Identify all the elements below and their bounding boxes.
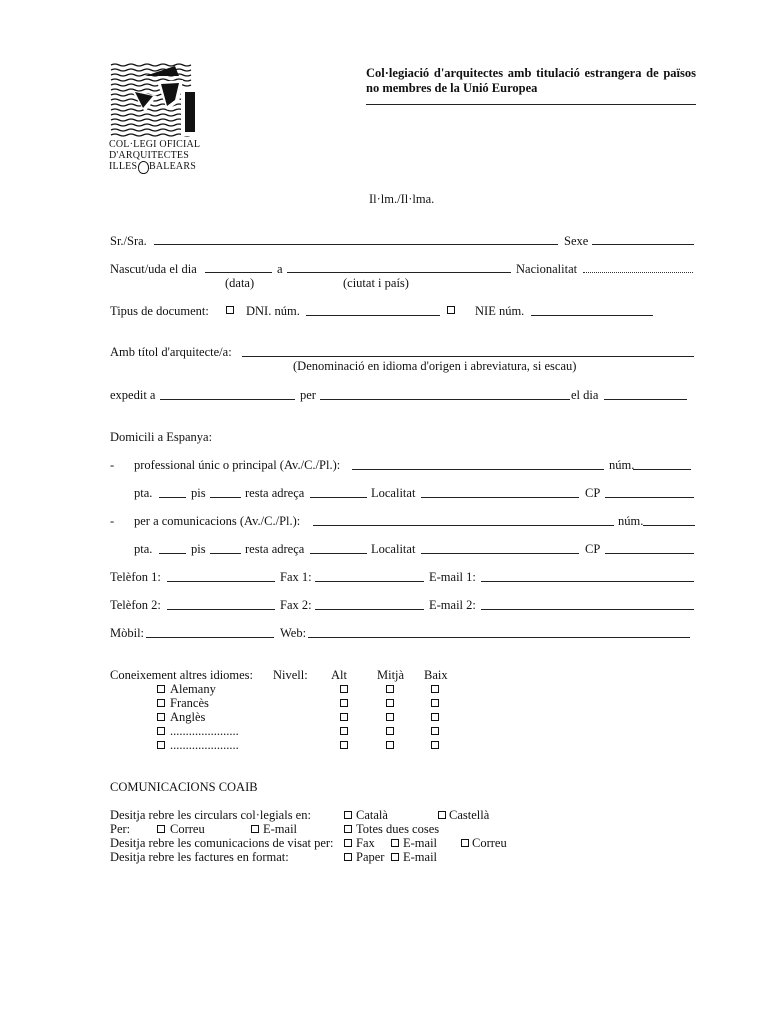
circulars-catala-label: Català xyxy=(356,808,388,822)
lang-frances-mitja[interactable] xyxy=(386,699,394,707)
lang-other1-checkbox[interactable] xyxy=(157,727,165,735)
comms-address-field[interactable] xyxy=(313,525,614,526)
sex-label: Sexe xyxy=(564,234,589,248)
name-field[interactable] xyxy=(154,244,558,245)
birth-place-field[interactable] xyxy=(287,272,511,273)
comms-num-field[interactable] xyxy=(643,525,695,526)
visat-label: Desitja rebre les comunicacions de visat per: xyxy=(110,836,334,850)
lang-angles-checkbox[interactable] xyxy=(157,713,165,721)
logo-line-2: D'ARQUITECTES xyxy=(109,150,189,161)
per-correu-label: Correu xyxy=(170,822,205,836)
lang-alemany-checkbox[interactable] xyxy=(157,685,165,693)
name-label: Sr./Sra. xyxy=(110,234,147,248)
factures-email-label: E-mail xyxy=(403,850,438,864)
professional-address-label: professional únic o principal (Av./C./Pl.): xyxy=(134,458,341,472)
nationality-field[interactable] xyxy=(583,272,693,273)
lang-alemany-baix[interactable] xyxy=(431,685,439,693)
visat-correu-checkbox[interactable] xyxy=(461,839,469,847)
per-label: Per: xyxy=(110,822,131,836)
factures-paper-checkbox[interactable] xyxy=(344,853,352,861)
cp-label-2: CP xyxy=(585,542,601,556)
cp-field[interactable] xyxy=(605,497,694,498)
title-underline xyxy=(366,104,696,105)
resta-field-2[interactable] xyxy=(310,553,367,554)
professional-num-label: núm. xyxy=(609,458,635,472)
issued-date-field[interactable] xyxy=(604,399,687,400)
bullet-dash: - xyxy=(110,458,115,472)
dni-label: DNI. núm. xyxy=(246,304,300,318)
lang-other2-checkbox[interactable] xyxy=(157,741,165,749)
professional-address-field[interactable] xyxy=(352,469,604,470)
salutation: Il·lm./Il·lma. xyxy=(369,192,435,206)
birth-label: Nascut/uda el dia xyxy=(110,262,197,276)
factures-email-checkbox[interactable] xyxy=(391,853,399,861)
document-title: Col·legiació d'arquitectes amb titulació estrangera de països no membres de la Unió Europea xyxy=(366,66,696,95)
coaib-logo-icon xyxy=(109,62,199,138)
nie-label: NIE núm. xyxy=(475,304,525,318)
lang-angles-mitja[interactable] xyxy=(386,713,394,721)
professional-num-field[interactable] xyxy=(633,469,691,470)
fax1-label: Fax 1: xyxy=(280,570,312,584)
email1-field[interactable] xyxy=(481,581,694,582)
pta-field[interactable] xyxy=(159,497,186,498)
localitat-label: Localitat xyxy=(371,486,416,500)
fax2-label: Fax 2: xyxy=(280,598,312,612)
pis-field[interactable] xyxy=(210,497,241,498)
resta-label: resta adreça xyxy=(245,486,305,500)
pis-label: pis xyxy=(191,486,206,500)
birth-place-a-label: a xyxy=(277,262,283,276)
circulars-catala-checkbox[interactable] xyxy=(344,811,352,819)
nationality-label: Nacionalitat xyxy=(516,262,578,276)
email1-label: E-mail 1: xyxy=(429,570,476,584)
mobile-field[interactable] xyxy=(146,637,274,638)
logo-line-3a: ILLES xyxy=(109,161,138,172)
nie-field[interactable] xyxy=(531,315,653,316)
phone1-field[interactable] xyxy=(167,581,275,582)
lang-alemany-label: Alemany xyxy=(170,682,216,696)
dni-checkbox[interactable] xyxy=(226,306,234,314)
city-hint: (ciutat i país) xyxy=(343,276,409,290)
email2-label: E-mail 2: xyxy=(429,598,476,612)
lang-alemany-alt[interactable] xyxy=(340,685,348,693)
per-totes-checkbox[interactable] xyxy=(344,825,352,833)
localitat-label-2: Localitat xyxy=(371,542,416,556)
bullet-dash-2: - xyxy=(110,514,115,528)
email2-field[interactable] xyxy=(481,609,694,610)
comms-address-label: per a comunicacions (Av./C./Pl.): xyxy=(134,514,301,528)
resta-field[interactable] xyxy=(310,497,367,498)
pta-label: pta. xyxy=(134,486,153,500)
degree-label: Amb títol d'arquitecte/a: xyxy=(110,345,232,359)
sex-field[interactable] xyxy=(592,244,694,245)
logo-line-1: COL·LEGI OFICIAL xyxy=(109,139,201,150)
visat-email-checkbox[interactable] xyxy=(391,839,399,847)
level-baix: Baix xyxy=(424,668,448,682)
lang-other2-mitja[interactable] xyxy=(386,741,394,749)
languages-label: Coneixement altres idiomes: xyxy=(110,668,254,682)
visat-correu-label: Correu xyxy=(472,836,507,850)
lang-other1-baix[interactable] xyxy=(431,727,439,735)
pta-field-2[interactable] xyxy=(159,553,186,554)
seal-icon xyxy=(138,161,149,174)
lang-angles-alt[interactable] xyxy=(340,713,348,721)
circulars-label: Desitja rebre les circulars col·legials en: xyxy=(110,808,311,822)
lang-other1-alt[interactable] xyxy=(340,727,348,735)
lang-other2-alt[interactable] xyxy=(340,741,348,749)
pis-field-2[interactable] xyxy=(210,553,241,554)
phone1-label: Telèfon 1: xyxy=(110,570,161,584)
web-label: Web: xyxy=(280,626,307,640)
circulars-castella-checkbox[interactable] xyxy=(438,811,446,819)
cp-label: CP xyxy=(585,486,601,500)
lang-frances-checkbox[interactable] xyxy=(157,699,165,707)
address-heading: Domicili a Espanya: xyxy=(110,430,213,444)
issued-by-field[interactable] xyxy=(320,399,570,400)
level-mitja: Mitjà xyxy=(377,668,405,682)
birth-date-field[interactable] xyxy=(205,272,272,273)
dni-field[interactable] xyxy=(306,315,440,316)
level-alt: Alt xyxy=(331,668,347,682)
pis-label-2: pis xyxy=(191,542,206,556)
doc-type-label: Tipus de document: xyxy=(110,304,209,318)
nie-checkbox[interactable] xyxy=(447,306,455,314)
localitat-field[interactable] xyxy=(421,497,579,498)
factures-label: Desitja rebre les factures en format: xyxy=(110,850,289,864)
cp-field-2[interactable] xyxy=(605,553,694,554)
lang-angles-label: Anglès xyxy=(170,710,206,724)
lang-angles-baix[interactable] xyxy=(431,713,439,721)
logo-line-3b: BALEARS xyxy=(149,161,196,172)
lang-other2-baix[interactable] xyxy=(431,741,439,749)
fax1-field[interactable] xyxy=(315,581,424,582)
lang-other1-field[interactable]: ...................... xyxy=(170,724,239,738)
logo xyxy=(109,62,201,172)
per-email-label: E-mail xyxy=(263,822,298,836)
resta-label-2: resta adreça xyxy=(245,542,305,556)
issued-place-field[interactable] xyxy=(160,399,295,400)
pta-label-2: pta. xyxy=(134,542,153,556)
localitat-field-2[interactable] xyxy=(421,553,579,554)
lang-frances-label: Francès xyxy=(170,696,209,710)
date-hint: (data) xyxy=(225,276,255,290)
per-email-checkbox[interactable] xyxy=(251,825,259,833)
issued-date-label: el dia xyxy=(571,388,599,402)
degree-field[interactable] xyxy=(242,356,694,357)
degree-hint: (Denominació en idioma d'origen i abreviatura, si escau) xyxy=(293,359,577,373)
lang-other2-field[interactable]: ...................... xyxy=(170,738,239,752)
lang-frances-alt[interactable] xyxy=(340,699,348,707)
web-field[interactable] xyxy=(308,637,690,638)
lang-alemany-mitja[interactable] xyxy=(386,685,394,693)
circulars-castella-label: Castellà xyxy=(449,808,490,822)
visat-fax-checkbox[interactable] xyxy=(344,839,352,847)
comms-heading: COMUNICACIONS COAIB xyxy=(110,780,258,794)
comms-num-label: núm. xyxy=(618,514,644,528)
per-correu-checkbox[interactable] xyxy=(157,825,165,833)
issued-by-label: per xyxy=(300,388,316,402)
visat-fax-label: Fax xyxy=(356,836,375,850)
level-label: Nivell: xyxy=(273,668,308,682)
per-totes-label: Totes dues coses xyxy=(356,822,440,836)
visat-email-label: E-mail xyxy=(403,836,438,850)
factures-paper-label: Paper xyxy=(356,850,385,864)
lang-other1-mitja[interactable] xyxy=(386,727,394,735)
issued-label: expedit a xyxy=(110,388,156,402)
lang-frances-baix[interactable] xyxy=(431,699,439,707)
mobile-label: Mòbil: xyxy=(110,626,145,640)
phone2-label: Telèfon 2: xyxy=(110,598,161,612)
fax2-field[interactable] xyxy=(315,609,424,610)
phone2-field[interactable] xyxy=(167,609,275,610)
